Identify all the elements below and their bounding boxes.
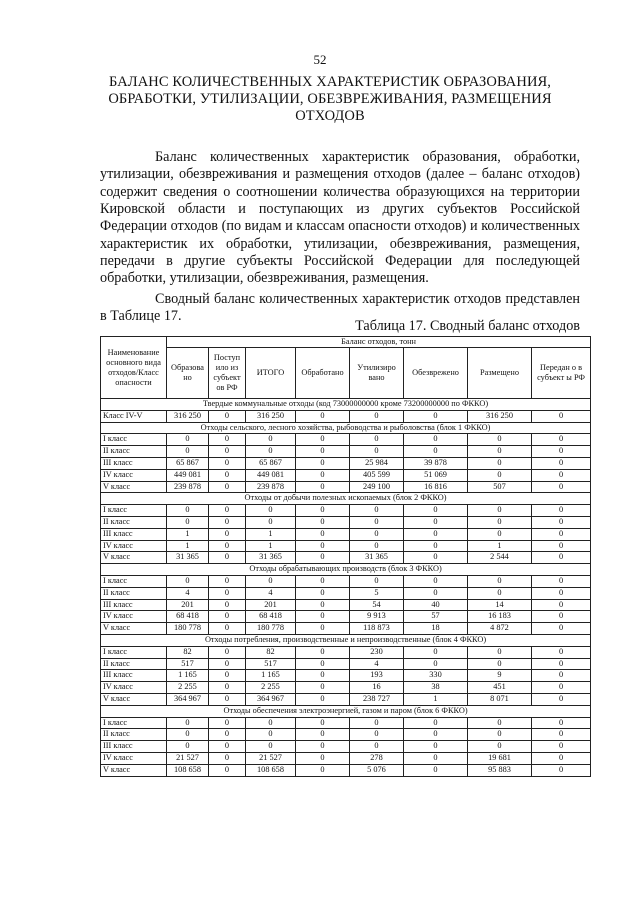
table-cell: 0 [209, 693, 246, 705]
table-cell: 0 [468, 434, 532, 446]
table-cell: 0 [404, 587, 468, 599]
table-body [101, 399, 591, 777]
table-row [101, 658, 591, 670]
table-cell: 0 [532, 670, 591, 682]
table-cell: 0 [404, 752, 468, 764]
table-cell: 4 [167, 587, 209, 599]
table-row [101, 575, 591, 587]
table-cell: 65 867 [246, 457, 296, 469]
table-row [101, 469, 591, 481]
table-cell: 449 081 [167, 469, 209, 481]
table-cell: 21 527 [167, 752, 209, 764]
table-cell: 0 [404, 646, 468, 658]
table-cell: 8 071 [468, 693, 532, 705]
table-row [101, 457, 591, 469]
table-cell: 31 365 [350, 552, 404, 564]
table-row [101, 611, 591, 623]
table-cell: 0 [209, 446, 246, 458]
table-cell: 0 [296, 670, 350, 682]
table-cell: 0 [209, 717, 246, 729]
table-cell: 364 967 [246, 693, 296, 705]
table-cell: 14 [468, 599, 532, 611]
table-cell: 0 [296, 646, 350, 658]
table-cell: 0 [209, 540, 246, 552]
row-label: IV класс [101, 682, 167, 694]
table-cell: 0 [296, 481, 350, 493]
row-label: IV класс [101, 611, 167, 623]
table-cell: 0 [209, 646, 246, 658]
title-line-3: ОТХОДОВ [295, 108, 365, 124]
table-row [101, 764, 591, 776]
table-cell: 0 [296, 752, 350, 764]
table-row [101, 741, 591, 753]
table-cell: 0 [296, 505, 350, 517]
table-cell: 0 [532, 481, 591, 493]
table-cell: 0 [532, 741, 591, 753]
table-cell: 19 681 [468, 752, 532, 764]
table-cell: 0 [468, 658, 532, 670]
title-line-2: ОБРАБОТКИ, УТИЛИЗАЦИИ, ОБЕЗВРЕЖИВАНИЯ, РАЗМЕЩЕНИЯ [108, 91, 552, 107]
table-cell: 364 967 [167, 693, 209, 705]
table-cell: 21 527 [246, 752, 296, 764]
table-cell: 0 [532, 552, 591, 564]
table-cell: 0 [350, 446, 404, 458]
table-cell: 0 [404, 540, 468, 552]
row-label: II класс [101, 658, 167, 670]
section-row [101, 634, 591, 646]
row-label: I класс [101, 505, 167, 517]
table-cell: 0 [532, 410, 591, 422]
table-cell: 0 [296, 717, 350, 729]
column-header: Образова но [167, 348, 209, 399]
column-header: Обезврежено [404, 348, 468, 399]
column-header: Размещено [468, 348, 532, 399]
table-cell: 0 [296, 528, 350, 540]
table-cell: 316 250 [468, 410, 532, 422]
table-cell: 0 [404, 516, 468, 528]
table-cell: 201 [246, 599, 296, 611]
table-cell: 0 [532, 516, 591, 528]
table-cell: 57 [404, 611, 468, 623]
table-cell: 316 250 [167, 410, 209, 422]
table-cell: 51 069 [404, 469, 468, 481]
table-caption: Таблица 17. Сводный баланс отходов [355, 318, 580, 334]
table-cell: 316 250 [246, 410, 296, 422]
table-cell: 16 183 [468, 611, 532, 623]
table-cell: 0 [404, 552, 468, 564]
table-cell: 4 872 [468, 623, 532, 635]
column-header: Поступ ило из субъект ов РФ [209, 348, 246, 399]
section-title: Отходы сельского, лесного хозяйства, рыбоводства и рыболовства (блок 1 ФККО) [101, 422, 591, 434]
table-cell: 0 [532, 540, 591, 552]
table-cell: 2 544 [468, 552, 532, 564]
table-cell: 0 [209, 611, 246, 623]
table-cell: 0 [404, 729, 468, 741]
document-title [80, 74, 580, 125]
column-header: Обработано [296, 348, 350, 399]
row-label: V класс [101, 693, 167, 705]
section-row [101, 422, 591, 434]
row-label: V класс [101, 481, 167, 493]
table-cell: 0 [350, 516, 404, 528]
table-row [101, 623, 591, 635]
row-label: IV класс [101, 752, 167, 764]
table-cell: 0 [209, 575, 246, 587]
table-cell: 0 [532, 717, 591, 729]
table-row [101, 729, 591, 741]
table-cell: 0 [532, 599, 591, 611]
table-cell: 0 [532, 623, 591, 635]
table-cell: 0 [167, 505, 209, 517]
table-cell: 0 [468, 741, 532, 753]
table-cell: 1 [404, 693, 468, 705]
table-cell: 0 [296, 741, 350, 753]
table-cell: 0 [209, 528, 246, 540]
table-cell: 1 165 [167, 670, 209, 682]
table-cell: 0 [167, 434, 209, 446]
row-label: II класс [101, 516, 167, 528]
table-cell: 330 [404, 670, 468, 682]
table-cell: 65 867 [167, 457, 209, 469]
table-cell: 1 [246, 528, 296, 540]
table-cell: 0 [468, 528, 532, 540]
table-row [101, 446, 591, 458]
table-cell: 0 [532, 729, 591, 741]
table-cell: 278 [350, 752, 404, 764]
table-cell: 108 658 [167, 764, 209, 776]
table-cell: 0 [404, 717, 468, 729]
section-title: Твердые коммунальные отходы (код 73000000000 кроме 73200000000 по ФККО) [101, 399, 591, 411]
table-cell: 38 [404, 682, 468, 694]
table-cell: 0 [209, 457, 246, 469]
row-label: III класс [101, 670, 167, 682]
table-cell: 0 [532, 505, 591, 517]
table-cell: 0 [350, 505, 404, 517]
section-row [101, 564, 591, 576]
row-label: V класс [101, 552, 167, 564]
table-row [101, 646, 591, 658]
table-cell: 0 [404, 505, 468, 517]
table-cell: 0 [209, 682, 246, 694]
table-cell: 0 [167, 575, 209, 587]
section-title: Отходы потребления, производственные и непроизводственные (блок 4 ФККО) [101, 634, 591, 646]
table-cell: 405 599 [350, 469, 404, 481]
page-number: 52 [313, 52, 327, 67]
table-cell: 16 816 [404, 481, 468, 493]
table-cell: 0 [404, 446, 468, 458]
table-cell: 0 [404, 434, 468, 446]
table-row [101, 693, 591, 705]
table-cell: 0 [468, 469, 532, 481]
table-cell: 9 [468, 670, 532, 682]
table-cell: 0 [296, 540, 350, 552]
table-cell: 0 [209, 599, 246, 611]
section-row [101, 399, 591, 411]
row-label: III класс [101, 457, 167, 469]
table-cell: 0 [532, 446, 591, 458]
table-cell: 82 [246, 646, 296, 658]
table-cell: 180 778 [246, 623, 296, 635]
table-cell: 0 [532, 682, 591, 694]
section-title: Отходы от добычи полезных ископаемых (блок 2 ФККО) [101, 493, 591, 505]
table-cell: 0 [209, 729, 246, 741]
table-cell: 0 [209, 505, 246, 517]
table-cell: 449 081 [246, 469, 296, 481]
table-row [101, 434, 591, 446]
row-label: Класс IV-V [101, 410, 167, 422]
table-cell: 0 [404, 741, 468, 753]
table-cell: 0 [296, 764, 350, 776]
table-cell: 16 [350, 682, 404, 694]
table-cell: 5 076 [350, 764, 404, 776]
table-cell: 0 [167, 717, 209, 729]
table-cell: 517 [246, 658, 296, 670]
table-row [101, 682, 591, 694]
table-cell: 0 [350, 434, 404, 446]
table-cell: 0 [350, 528, 404, 540]
row-label: V класс [101, 764, 167, 776]
table-cell: 4 [350, 658, 404, 670]
row-label: I класс [101, 717, 167, 729]
table-cell: 0 [296, 552, 350, 564]
table-cell: 0 [350, 410, 404, 422]
table-cell: 0 [296, 658, 350, 670]
table-cell: 239 878 [246, 481, 296, 493]
table-cell: 0 [532, 528, 591, 540]
table-cell: 0 [296, 446, 350, 458]
table-cell: 0 [296, 623, 350, 635]
table-cell: 0 [209, 741, 246, 753]
table-cell: 0 [209, 481, 246, 493]
waste-balance-table [100, 336, 591, 777]
intro-paragraph: Баланс количественных характеристик образования, обработки, утилизации, обезвреживания и размещения отходов (далее – баланс отходов) содержит сведения о соотношении количества образующихся на территории Кировской области и поступающих из других субъектов Российской Федерации отходов (по видам и классам опасности отходов) и количественных характеристик их обработки, утилизации, обезвреживания, размещения, передачи в другие субъекты Российской Федерации для последующей обработки, утилизации, обезвреживания, размещения. [100, 149, 580, 287]
row-label: III класс [101, 528, 167, 540]
table-cell: 0 [167, 729, 209, 741]
table-cell: 31 365 [246, 552, 296, 564]
table-cell: 0 [209, 623, 246, 635]
table-cell: 0 [167, 446, 209, 458]
section-title: Отходы обеспечения электроэнергией, газом и паром (блок 6 ФККО) [101, 705, 591, 717]
table-cell: 0 [350, 717, 404, 729]
table-cell: 0 [209, 752, 246, 764]
table-cell: 108 658 [246, 764, 296, 776]
table-cell: 118 873 [350, 623, 404, 635]
row-label: III класс [101, 741, 167, 753]
table-cell: 0 [532, 575, 591, 587]
table-cell: 0 [532, 611, 591, 623]
table-cell: 0 [532, 646, 591, 658]
column-header: Утилизиро вано [350, 348, 404, 399]
table-cell: 2 255 [246, 682, 296, 694]
table-cell: 0 [209, 552, 246, 564]
table-cell: 9 913 [350, 611, 404, 623]
table-cell: 0 [296, 599, 350, 611]
table-row [101, 599, 591, 611]
table-cell: 0 [167, 741, 209, 753]
row-label: IV класс [101, 469, 167, 481]
table-cell: 0 [532, 434, 591, 446]
table-cell: 0 [404, 410, 468, 422]
section-title: Отходы обрабатывающих производств (блок 3 ФККО) [101, 564, 591, 576]
table-row [101, 481, 591, 493]
row-label: II класс [101, 446, 167, 458]
table-row [101, 410, 591, 422]
table-cell: 0 [532, 658, 591, 670]
table-row [101, 717, 591, 729]
table-row [101, 587, 591, 599]
table-cell: 1 [167, 540, 209, 552]
table-cell: 193 [350, 670, 404, 682]
table-cell: 0 [404, 575, 468, 587]
table-cell: 0 [350, 575, 404, 587]
table-cell: 0 [468, 717, 532, 729]
table-cell: 0 [532, 693, 591, 705]
table-cell: 2 255 [167, 682, 209, 694]
table-cell: 68 418 [167, 611, 209, 623]
table-cell: 239 878 [167, 481, 209, 493]
table-cell: 0 [532, 764, 591, 776]
table-cell: 0 [296, 516, 350, 528]
table-row [101, 505, 591, 517]
section-row [101, 705, 591, 717]
table-cell: 1 [246, 540, 296, 552]
table-cell: 230 [350, 646, 404, 658]
summary-paragraph: Сводный баланс количественных характеристик отходов представлен в Таблице 17. [100, 291, 580, 325]
table-cell: 0 [209, 670, 246, 682]
table-cell: 0 [532, 469, 591, 481]
table-cell: 0 [246, 741, 296, 753]
table-cell: 0 [468, 505, 532, 517]
table-cell: 0 [350, 741, 404, 753]
row-label: V класс [101, 623, 167, 635]
table-cell: 18 [404, 623, 468, 635]
table-cell: 0 [209, 764, 246, 776]
section-row [101, 493, 591, 505]
row-label: II класс [101, 587, 167, 599]
table-cell: 0 [296, 410, 350, 422]
table-cell: 0 [532, 752, 591, 764]
table-cell: 0 [296, 693, 350, 705]
table-cell: 0 [167, 516, 209, 528]
table-cell: 5 [350, 587, 404, 599]
table-cell: 0 [209, 469, 246, 481]
row-label: III класс [101, 599, 167, 611]
row-label: IV класс [101, 540, 167, 552]
column-header: Передан о в субъект ы РФ [532, 348, 591, 399]
table-cell: 0 [404, 764, 468, 776]
table-cell: 0 [532, 587, 591, 599]
title-line-1: БАЛАНС КОЛИЧЕСТВЕННЫХ ХАРАКТЕРИСТИК ОБРАЗОВАНИЯ, [108, 74, 552, 90]
table-cell: 1 [167, 528, 209, 540]
row-label: I класс [101, 646, 167, 658]
table-cell: 0 [404, 528, 468, 540]
table-cell: 0 [209, 410, 246, 422]
table-cell: 0 [296, 682, 350, 694]
table-cell: 451 [468, 682, 532, 694]
table-cell: 0 [468, 646, 532, 658]
table-cell: 0 [246, 446, 296, 458]
table-cell: 0 [246, 575, 296, 587]
table-cell: 4 [246, 587, 296, 599]
table-cell: 54 [350, 599, 404, 611]
table-cell: 25 984 [350, 457, 404, 469]
table-cell: 0 [296, 575, 350, 587]
table-cell: 238 727 [350, 693, 404, 705]
table-cell: 0 [246, 434, 296, 446]
table-cell: 31 365 [167, 552, 209, 564]
table-cell: 0 [350, 729, 404, 741]
table-row [101, 540, 591, 552]
table-row [101, 528, 591, 540]
table-cell: 0 [209, 658, 246, 670]
table-row [101, 752, 591, 764]
table-cell: 40 [404, 599, 468, 611]
table-cell: 0 [296, 611, 350, 623]
table-cell: 507 [468, 481, 532, 493]
table-row [101, 516, 591, 528]
row-label: II класс [101, 729, 167, 741]
table-cell: 249 100 [350, 481, 404, 493]
table-cell: 0 [296, 457, 350, 469]
table-cell: 0 [296, 434, 350, 446]
row-label: I класс [101, 575, 167, 587]
table-row [101, 552, 591, 564]
table-cell: 0 [246, 505, 296, 517]
table-cell: 0 [468, 729, 532, 741]
column-header: ИТОГО [246, 348, 296, 399]
table-cell: 0 [209, 434, 246, 446]
table-cell: 0 [246, 717, 296, 729]
table-cell: 0 [296, 729, 350, 741]
table-cell: 0 [468, 575, 532, 587]
table-cell: 0 [532, 457, 591, 469]
table-cell: 201 [167, 599, 209, 611]
row-header-cell: Наименование основного вида отходов/Класс опасности [101, 337, 167, 399]
table-cell: 180 778 [167, 623, 209, 635]
table-cell: 0 [468, 516, 532, 528]
table-row [101, 670, 591, 682]
table-cell: 0 [468, 587, 532, 599]
table-cell: 82 [167, 646, 209, 658]
table-cell: 0 [209, 516, 246, 528]
table-cell: 0 [404, 658, 468, 670]
header-group: Баланс отходов, тонн [167, 337, 591, 348]
row-label: I класс [101, 434, 167, 446]
table-cell: 0 [468, 457, 532, 469]
table-cell: 1 [468, 540, 532, 552]
table-cell: 0 [209, 587, 246, 599]
table-cell: 0 [296, 587, 350, 599]
table-cell: 68 418 [246, 611, 296, 623]
table-cell: 517 [167, 658, 209, 670]
table-cell: 95 883 [468, 764, 532, 776]
table-cell: 0 [246, 516, 296, 528]
table-cell: 0 [296, 469, 350, 481]
table-cell: 0 [350, 540, 404, 552]
table-cell: 39 878 [404, 457, 468, 469]
table-cell: 0 [246, 729, 296, 741]
table-cell: 0 [468, 446, 532, 458]
table-cell: 1 165 [246, 670, 296, 682]
